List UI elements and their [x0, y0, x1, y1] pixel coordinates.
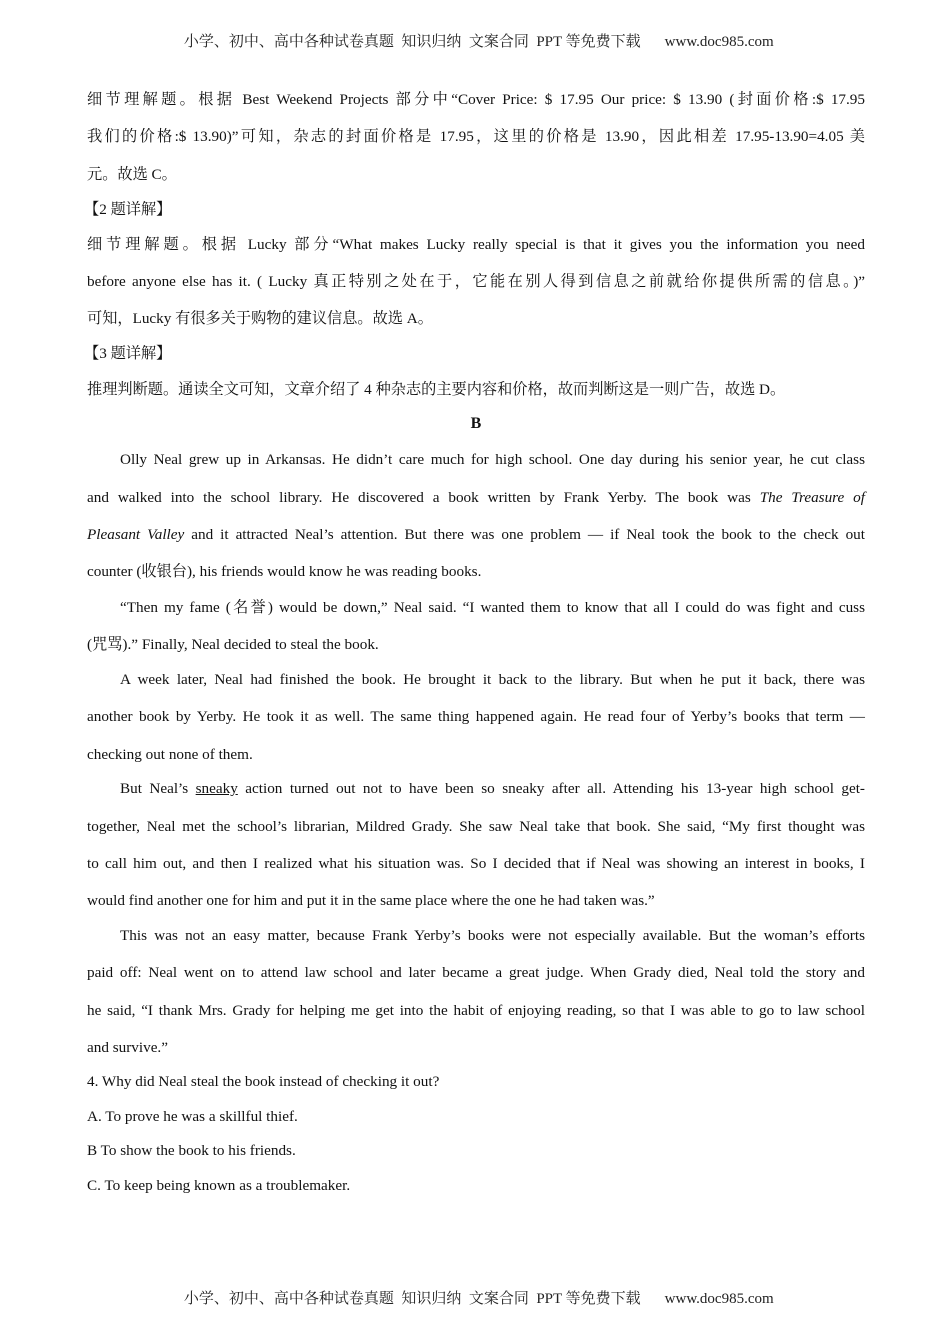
- explanation-q3-line-1: 推理判断题。通读全文可知，文章介绍了 4 种杂志的主要内容和价格，故而判断这是一则广告，故选 D。: [87, 381, 786, 398]
- header-site-link[interactable]: www.doc985.com: [664, 34, 774, 50]
- passage-p1-line-4: counter (收银台), his friends would know he was reading books.: [87, 563, 482, 580]
- footer-banner-text: 小学、初中、高中各种试卷真题 知识归纳 文案合同 PPT 等免费下载: [183, 1291, 641, 1307]
- header-banner-text: 小学、初中、高中各种试卷真题 知识归纳 文案合同 PPT 等免费下载: [183, 34, 641, 50]
- passage-p4-line-3: to call him out, and then I realized what his situation was. So I decided that if Neal was showing an interest in books, I: [87, 855, 865, 872]
- underlined-word-sneaky: sneaky: [195, 780, 238, 797]
- passage-p3-line-3: checking out none of them.: [87, 746, 253, 763]
- passage-p1-line-2-text: and walked into the school library. He discovered a book written by Frank Yerby. The book was: [87, 489, 760, 506]
- passage-p2-line-2: (咒骂).” Finally, Neal decided to steal the book.: [87, 636, 379, 653]
- passage-p2-line-1: “Then my fame (名誉) would be down,” Neal said. “I wanted them to know that all I could do was fight and cuss: [120, 599, 865, 616]
- passage-p5-line-2: paid off: Neal went on to attend law school and later became a great judge. When Grady died, Neal told the story and: [87, 964, 865, 981]
- passage-p4-line-1-post: action turned out not to have been so sneaky after all. Attending his 13-year high school get-: [237, 780, 865, 797]
- question-4-stem: 4. Why did Neal steal the book instead of checking it out?: [87, 1073, 440, 1090]
- passage-p1-line-1: Olly Neal grew up in Arkansas. He didn’t care much for high school. One day during his senior year, he cut class: [120, 451, 865, 468]
- question-4-option-c: C. To keep being known as a troublemaker.: [87, 1177, 351, 1194]
- passage-p5-line-3: he said, “I thank Mrs. Grady for helping me get into the habit of enjoying reading, so that I was able to go to law school: [87, 1002, 865, 1019]
- explanation-q3-heading: 【3 题详解】: [84, 345, 172, 362]
- passage-p4-line-2: together, Neal met the school’s librarian, Mildred Grady. She saw Neal take that book. She said, “My first thought was: [87, 818, 865, 835]
- passage-p1-line-3-text: and it attracted Neal’s attention. But there was one problem — if Neal took the book to the check out: [184, 526, 865, 543]
- passage-p3-line-1: A week later, Neal had finished the book. He brought it back to the library. But when he put it back, there was: [120, 671, 865, 688]
- passage-p4-line-1-pre: But Neal’s: [120, 780, 196, 797]
- passage-p3-line-2: another book by Yerby. He took it as well. The same thing happened again. He read four of Yerby’s books that term —: [87, 708, 865, 725]
- explanation-q1-line-1: 细节理解题。根据 Best Weekend Projects 部分中“Cover Price: $ 17.95 Our price: $ 13.90 (封面价格:$ 17.95: [87, 91, 865, 108]
- passage-p4-line-4: would find another one for him and put it in the same place where the one he had taken was.”: [87, 892, 655, 909]
- explanation-q2-line-2: before anyone else has it. ( Lucky 真正特别之处在于，它能在别人得到信息之前就给你提供所需的信息。)”: [87, 273, 865, 290]
- page-header: [0, 13, 950, 51]
- footer-site-link[interactable]: www.doc985.com: [664, 1291, 774, 1307]
- question-4-option-a: A. To prove he was a skillful thief.: [87, 1108, 298, 1125]
- explanation-q2-line-3: 可知，Lucky 有很多关于购物的建议信息。故选 A。: [87, 310, 433, 327]
- explanation-q2-line-1: 细节理解题。根据 Lucky 部分“What makes Lucky really special is that it gives you the information you need: [87, 236, 865, 253]
- explanation-q1-line-3: 元。故选 C。: [87, 166, 177, 183]
- explanation-q2-heading: 【2 题详解】: [84, 201, 172, 218]
- book-title-italic: The Treasure of: [759, 489, 865, 506]
- passage-p5-line-4: and survive.”: [87, 1039, 168, 1056]
- passage-p1-line-2: [87, 488, 865, 508]
- passage-p5-line-1: This was not an easy matter, because Frank Yerby’s books were not especially available. But the woman’s efforts: [120, 927, 865, 944]
- page-footer: [0, 1270, 950, 1308]
- question-4-option-b: B To show the book to his friends.: [87, 1142, 296, 1159]
- book-title-italic-cont: Pleasant Valley: [87, 526, 185, 543]
- section-title: B: [470, 415, 482, 432]
- passage-p1-line-3: [87, 525, 865, 545]
- passage-p4-line-1: [87, 779, 865, 799]
- explanation-q1-line-2: 我们的价格:$ 13.90)”可知，杂志的封面价格是 17.95，这里的价格是 13.90，因此相差 17.95-13.90=4.05 美: [87, 128, 865, 145]
